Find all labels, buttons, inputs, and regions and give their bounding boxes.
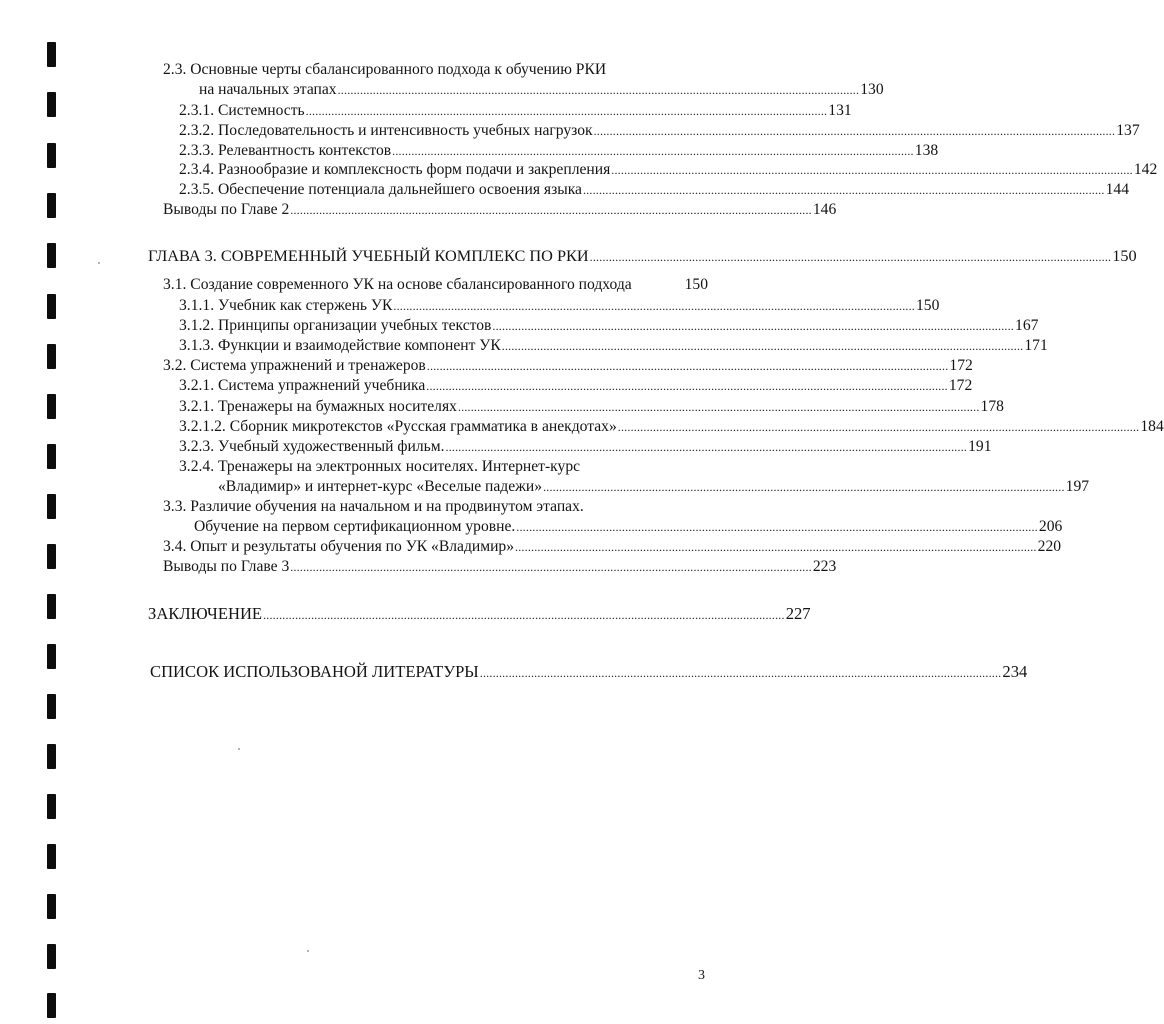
toc-entry-title: Создание современного УК на основе сбалансированного подхода [190,276,632,293]
toc-entry-2-3-line1 [163,60,606,80]
toc-page-number: 150 [1112,246,1137,265]
toc-entry-title: Различие обучения на начальном и на продвинутом этапах. [190,498,584,515]
toc-conclusion [148,604,811,625]
toc-page-number: 197 [1065,478,1090,495]
toc-leader-dots: ................................................................................................................................................................... [611,163,1133,177]
toc-entry-title: Релевантность контекстов [218,142,392,159]
toc-entry [179,437,992,457]
toc-entry [179,417,1164,437]
binding-hole [47,143,56,168]
toc-entry-title: Тренажеры на электронных носителях. Интернет-курс [218,458,581,475]
toc-chapter-title: ГЛАВА 3. СОВРЕМЕННЫЙ УЧЕБНЫЙ КОМПЛЕКС ПО РКИ [148,246,589,265]
toc-entry-title: Принципы организации учебных текстов [218,317,492,334]
toc-entry [179,121,1140,141]
toc-page-number: 223 [812,558,837,575]
toc-entry-number: 2.3.5. [179,181,215,198]
toc-leader-dots: ................................................................................................................................................................... [305,104,828,118]
toc-entry-number: 3.3. [163,498,187,515]
toc-entry-number: 3.2.1. [179,398,215,415]
toc-entry-number: 3.1. [163,276,187,293]
toc-entry-title: Сборник микротекстов «Русская грамматика в анекдотах» [229,418,617,435]
binding-hole [47,344,56,369]
toc-page-number: 234 [1002,662,1028,681]
toc-page-number: 227 [785,604,811,623]
binding-hole [47,794,56,819]
toc-leader-dots: ................................................................................................................................................................... [263,608,785,622]
toc-leader-dots: ................................................................................................................................................................... [290,560,812,574]
toc-page-number: 167 [1015,317,1039,334]
toc-leader-dots: ................................................................................................................................................................... [582,183,1105,197]
scan-speck [307,950,309,952]
toc-leader-dots: ................................................................................................................................................................... [337,83,860,97]
binding-hole [47,594,56,619]
toc-leader-dots: ................................................................................................................................................................... [501,339,1024,353]
toc-page-number: 150 [684,276,708,293]
toc-entry-number: 3.2. [163,357,187,374]
toc-entry-3-2-4-line1 [179,457,580,477]
toc-entry [179,316,1039,336]
toc-leader-dots: ................................................................................................................................................................... [426,379,948,393]
toc-leader-dots: ................................................................................................................................................................... [593,124,1116,138]
toc-page-number: 172 [948,377,973,394]
toc-entry-title: Учебный художественный фильм. [218,438,445,455]
toc-page-number: 130 [860,81,884,98]
toc-entry [163,275,708,295]
toc-references-title: СПИСОК ИСПОЛЬЗОВАНОЙ ЛИТЕРАТУРЫ [150,662,479,681]
binding-hole [47,894,56,919]
binding-hole [47,544,56,569]
toc-page-number: 146 [812,201,837,218]
toc-entry [163,557,837,577]
toc-leader-dots: ................................................................................................................................................................... [457,400,980,414]
scan-speck [98,262,100,264]
binding-hole [47,243,56,268]
toc-entry [179,180,1129,200]
toc-entry [163,356,973,376]
toc-entry-title: Выводы по Главе 2 [163,201,290,218]
toc-entry [179,376,973,396]
scan-speck [238,748,240,750]
toc-entry-number: 2.3.3. [179,142,215,159]
toc-leader-dots: ................................................................................................................................................................... [290,203,812,217]
toc-entry [179,336,1048,356]
toc-leader-dots: ................................................................................................................................................................... [392,144,914,158]
binding-hole [47,844,56,869]
binding-hole [47,444,56,469]
toc-chapter-3 [148,246,1137,267]
binding-hole [47,42,56,67]
binding-hole [47,694,56,719]
binding-hole [47,494,56,519]
toc-leader-dots: ................................................................................................................................................................... [515,540,1037,554]
toc-leader-dots: ................................................................................................................................................................... [445,440,968,454]
toc-entry-3-2-4-line2 [218,477,1090,497]
toc-page-number: 137 [1116,122,1140,139]
toc-entry-title: Выводы по Главе 3 [163,558,290,575]
toc-leader-dots: ................................................................................................................................................................... [426,359,949,373]
toc-page-number: 138 [914,142,939,159]
toc-entry-title: Основные черты сбалансированного подхода к обучению РКИ [190,61,607,78]
toc-entry-number: 3.1.2. [179,317,215,334]
toc-page-number: 184 [1140,418,1164,435]
toc-entry-number: 2.3.4. [179,161,215,178]
toc-entry-number: 3.1.3. [179,337,215,354]
toc-entry [179,296,940,316]
toc-entry-title: Тренажеры на бумажных носителях [218,398,457,415]
page-number: 3 [698,968,705,983]
toc-entry-title: Обеспечение потенциала дальнейшего освоения языка [218,181,582,198]
toc-page-number: 142 [1133,161,1158,178]
toc-entry [179,160,1158,180]
toc-entry-3-3-line1 [163,497,584,517]
toc-entry-title: Система упражнений учебника [218,377,426,394]
binding-hole [47,644,56,669]
toc-leader-dots: ................................................................................................................................................................... [492,319,1015,333]
toc-entry-title: Учебник как стержень УК [218,297,393,314]
toc-leader-dots: ................................................................................................................................................................... [393,299,915,313]
toc-entry-number: 2.3.2. [179,122,215,139]
binding-hole [47,744,56,769]
toc-page-number: 178 [980,398,1004,415]
toc-entry [179,101,852,121]
toc-entry-number: 3.1.1. [179,297,215,314]
toc-entry [163,200,837,220]
toc-entry-number: 2.3. [163,61,187,78]
toc-entry-title: Разнообразие и комплексность форм подачи и закрепления [218,161,611,178]
toc-entry-title: Обучение на первом сертификационном уровне. [194,518,516,535]
binding-hole [47,993,56,1018]
toc-page-number: 150 [916,297,940,314]
toc-leader-dots: ................................................................................................................................................................... [543,480,1065,494]
toc-page-number: 220 [1037,538,1062,555]
toc-page-number: 191 [968,438,992,455]
toc-entry-title: Функции и взаимодействие компонент УК [218,337,501,354]
toc-entry [179,397,1004,417]
toc-page-number: 206 [1038,518,1063,535]
toc-page-number: 144 [1105,181,1129,198]
toc-entry-title: Системность [218,102,305,119]
toc-entry-number: 3.2.4. [179,458,215,475]
toc-page-number: 131 [828,102,852,119]
binding-hole [47,92,56,117]
binding-hole [47,193,56,218]
toc-entry [179,141,939,161]
toc-entry-title: на начальных этапах [199,81,337,98]
toc-entry-title: «Владимир» и интернет-курс «Веселые падежи» [218,478,543,495]
toc-entry-number: 3.2.1.2. [179,418,226,435]
binding-hole [47,944,56,969]
toc-entry-title: Опыт и результаты обучения по УК «Владимир» [190,538,515,555]
toc-entry-number: 3.4. [163,538,187,555]
binding-hole [47,294,56,319]
toc-leader-dots: ................................................................................................................................................................... [617,420,1140,434]
toc-conclusion-title: ЗАКЛЮЧЕНИЕ [148,604,263,623]
toc-page-number: 171 [1024,337,1048,354]
toc-page-number: 172 [949,357,973,374]
toc-leader-dots: ................................................................................................................................................................... [589,250,1112,264]
toc-entry-3-3-line2 [194,517,1063,537]
toc-leader-dots: ................................................................................................................................................................... [479,666,1002,680]
toc-entry-number: 2.3.1. [179,102,215,119]
toc-entry-title: Система упражнений и тренажеров [190,357,426,374]
toc-entry-number: 3.2.3. [179,438,215,455]
toc-references [150,662,1028,683]
binding-hole [47,394,56,419]
toc-entry-2-3-line2 [199,80,884,100]
toc-entry-number: 3.2.1. [179,377,215,394]
toc-entry-title: Последовательность и интенсивность учебных нагрузок [218,122,593,139]
toc-leader-dots: ................................................................................................................................................................... [516,520,1038,534]
toc-entry [163,537,1062,557]
